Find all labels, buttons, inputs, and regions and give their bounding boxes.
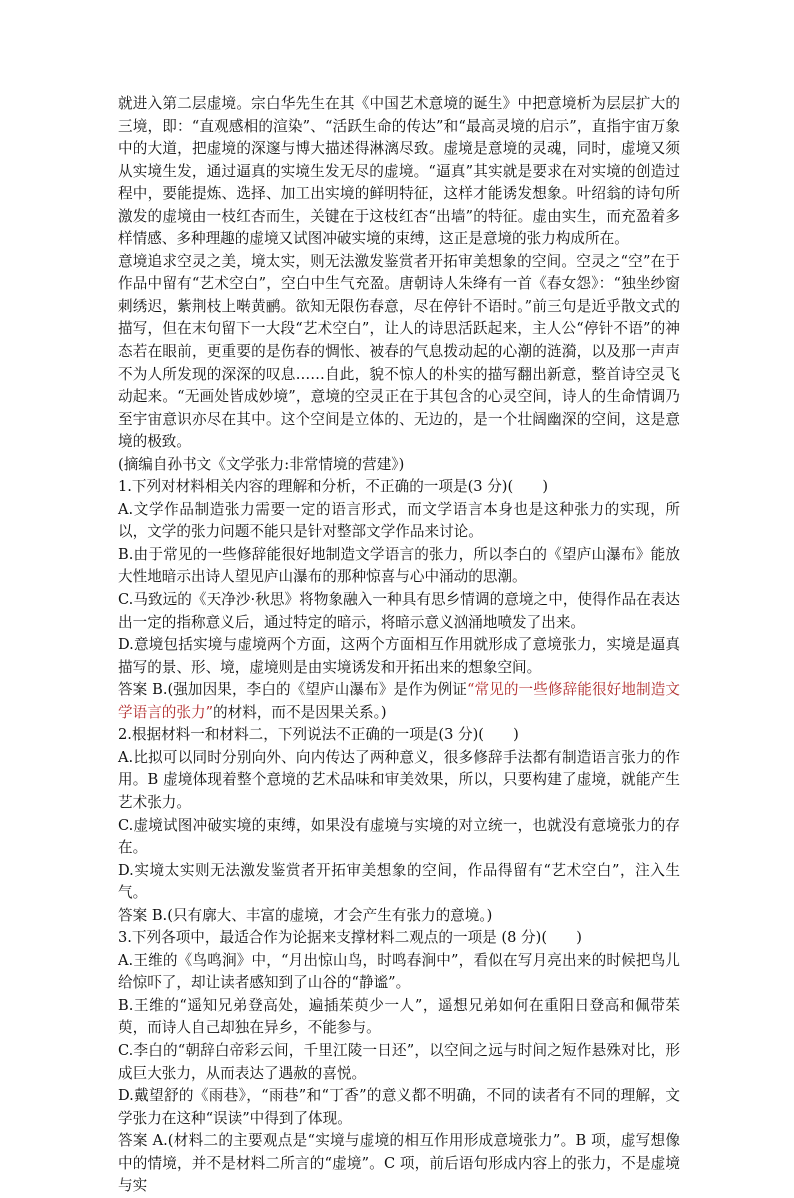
question-2-option-a-b: A.比拟可以同时分别向外、向内传达了两种意义，很多修辞手法都有制造语言张力的作用。B 虚境体现着整个意境的艺术品味和审美效果，所以，只要构建了虚境，就能产生艺术张力。 [118, 748, 680, 811]
answer-explanation: (只有廓大、丰富的虚境，才会产生有张力的意境。) [167, 906, 493, 924]
question-3-stem: 3.下列各项中，最适合作为论据来支撑材料二观点的一项是 (8 分)( ) [118, 929, 582, 947]
question-1-option-a: A.文学作品制造张力需要一定的语言形式，而文学语言本身也是这种张力的实现，所以，文学的张力问题不能只是针对整部文学作品来讨论。 [118, 500, 680, 541]
document-page [118, 93, 680, 1198]
question-3-option-a: A.王维的《鸟鸣涧》中，“月出惊山鸟，时鸣春涧中”，看似在写月亮出来的时候把鸟儿给惊吓了，却让读者感知到了山谷的“静谧”。 [118, 951, 680, 992]
answer-explanation-tail: 的材料，而不是因果关系。) [213, 703, 387, 721]
question-3-option-d: D.戴望舒的《雨巷》，“雨巷”和“丁香”的意义都不明确，不同的读者有不同的理解，文学张力在这种“误读”中得到了体现。 [118, 1087, 680, 1127]
question-1-option-c: C.马致远的《天净沙·秋思》将物象融入一种具有思乡情调的意境之中，使得作品在表达出一定的指称意义后，通过特定的暗示，将暗示意义汹涌地喷发了出来。 [118, 591, 680, 631]
question-1-option-d: D.意境包括实境与虚境两个方面，这两个方面相互作用就形成了意境张力，实境是逼真描写的景、形、境，虚境则是由实境诱发和开拓出来的想象空间。 [118, 636, 680, 676]
passage-paragraph-2: 意境追求空灵之美，境太实，则无法激发鉴赏者开拓审美想象的空间。空灵之“空”在于作品中留有“艺术空白”，空白中生气充盈。唐朝诗人朱绛有一首《春女怨》：“独坐纱窗刺绣迟，紫荆枝上啭黄鹂。欲知无限伤春意，尽在停针不语时。”前三句是近乎散文式的描写，但在末句留下一大段“艺术空白”，让人的诗思活跃起来，主人公“停针不语”的神态若在眼前，更重要的是伤春的惆怅、被春的气息拨动起的心潮的涟漪，以及那一声声不为人所发现的深深的叹息……自此，貌不惊人的朴实的描写翻出新意，整首诗空灵飞动起来。“无画处皆成妙境”，意境的空灵正在于其包含的心灵空间，诗人的生命情调乃至宇宙意识亦尽在其中。这个空间是立体的、无边的，是一个壮阔幽深的空间，这是意境的极致。 [118, 252, 680, 451]
question-2-option-d: D.实境太实则无法激发鉴赏者开拓审美想象的空间，作品得留有“艺术空白”，注入生气。 [118, 861, 680, 902]
answer-quote-highlight: “常见的一些修辞能很好地制造文学语言的张力” [118, 681, 680, 721]
answer-label: 答案 B. [118, 681, 168, 699]
question-3-option-c: C.李白的“朝辞白帝彩云间，千里江陵一日还”，以空间之远与时间之短作悬殊对比，形成巨大张力，从而表达了遇赦的喜悦。 [118, 1041, 680, 1082]
passage-paragraph-1: 就进入第二层虚境。宗白华先生在其《中国艺术意境的诞生》中把意境析为层层扩大的三境，即：“直观感相的渲染”、“活跃生命的传达”和“最高灵境的启示”，直指宇宙万象中的大道，把虚境的深邃与博大描述得淋漓尽致。虚境是意境的灵魂，同时，虚境又须从实境生发，通过逼真的实境生发无尽的虚境。“逼真”其实就是要求在对实境的创造过程中，要能提炼、选择、加工出实境的鲜明特征，这样才能诱发想象。叶绍翁的诗句所激发的虚境由一枝红杏而生，关键在于这枝红杏“出墙”的特征。虚由实生，而充盈着多样情感、多种理趣的虚境又试图冲破实境的束缚，这正是意境的张力构成所在。 [118, 95, 680, 248]
question-1-answer [118, 679, 680, 724]
answer-label: 答案 A. [118, 1132, 168, 1150]
source-citation: (摘编自孙书文《文学张力:非常情境的营建》) [118, 455, 405, 473]
question-1-option-b: B.由于常见的一些修辞能很好地制造文学语言的张力，所以李白的《望庐山瀑布》能放大性地暗示出诗人望见庐山瀑布的那种惊喜与心中涌动的思潮。 [118, 545, 680, 586]
question-1-stem: 1.下列对材料相关内容的理解和分析，不正确的一项是(3 分)( ) [118, 478, 549, 496]
question-2-answer [118, 905, 680, 928]
question-2-option-c: C.虚境试图冲破实境的束缚，如果没有虚境与实境的对立统一，也就没有意境张力的存在。 [118, 816, 680, 857]
question-3-answer [118, 1130, 680, 1198]
answer-explanation: (强加因果，李白的《望庐山瀑布》是作为例证 [167, 681, 467, 699]
question-2-stem: 2.根据材料一和材料二，下列说法不正确的一项是(3 分)( ) [118, 726, 519, 744]
answer-explanation: (材料二的主要观点是“实境与虚境的相互作用形成意境张力”。B 项，虚写想像中的情境，并不是材料二所言的“虚境”。C 项，前后语句形成内容上的张力，不是虚境与实 [118, 1132, 680, 1195]
answer-label: 答案 B. [118, 906, 168, 924]
question-3-option-b: B.王维的“遥知兄弟登高处，遍插茱萸少一人”，遥想兄弟如何在重阳日登高和佩带茱萸，而诗人自己却独在异乡，不能参与。 [118, 996, 680, 1037]
